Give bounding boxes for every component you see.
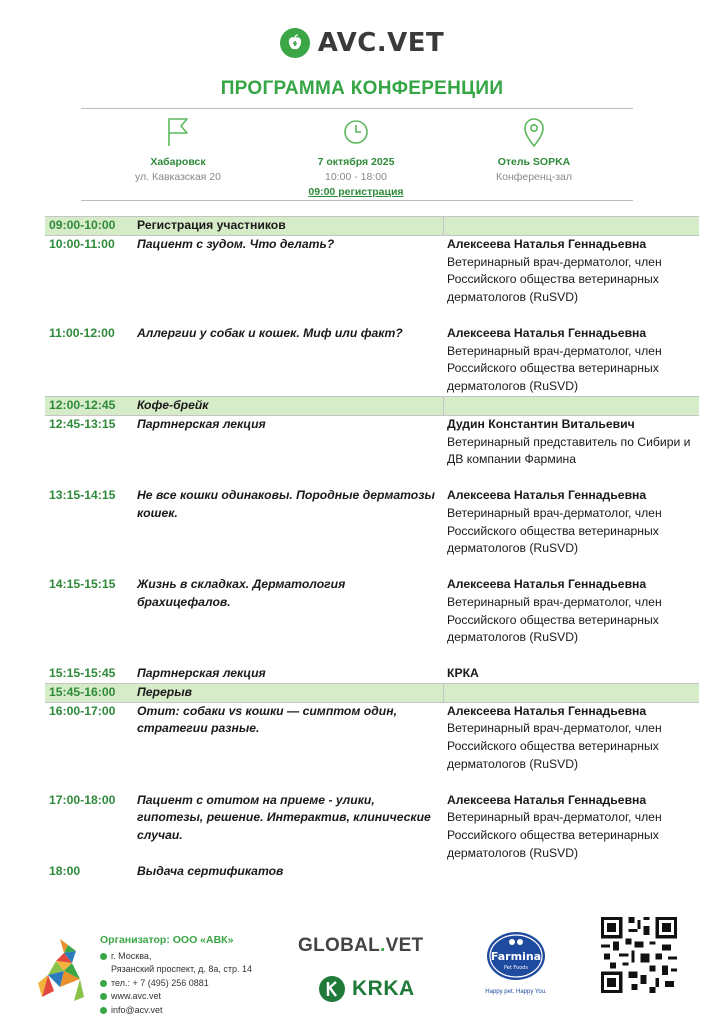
svg-text:Farmina: Farmina	[490, 950, 542, 963]
info-date: 7 октября 2025	[317, 156, 395, 168]
table-row	[45, 217, 699, 236]
svg-text:Pet Foods: Pet Foods	[503, 965, 529, 971]
divider-bottom	[81, 200, 633, 201]
speaker-role: Ветеринарный врач-дерматолог, член Российского общества ветеринарных дерматологов (RuSVD)	[447, 594, 662, 645]
flag-icon	[163, 116, 193, 148]
info-address: ул. Кавказская 20	[135, 171, 221, 183]
session-time: 13:15-14:15	[49, 487, 116, 502]
speaker-role: Ветеринарный врач-дерматолог, член Российского общества ветеринарных дерматологов (RuSVD)	[447, 505, 662, 556]
organizer-email[interactable]: info@acv.vet	[111, 1004, 163, 1015]
session-title: Партнерская лекция	[137, 665, 266, 680]
table-row	[45, 792, 699, 863]
session-time: 18:00	[49, 863, 81, 878]
session-time: 15:15-15:45	[49, 665, 116, 680]
speaker-name: Алексеева Наталья Геннадьевна	[447, 325, 647, 340]
info-hall: Конференц-зал	[495, 171, 572, 183]
organizer-phone[interactable]: тел.: + 7 (495) 256 0881	[111, 977, 209, 988]
krka-logo: KRKA	[318, 975, 415, 1003]
info-datetime	[266, 116, 446, 198]
speaker-name: Алексеева Наталья Геннадьевна	[447, 236, 647, 251]
table-row	[45, 702, 699, 774]
info-venue-name: Отель SOPKA	[497, 156, 571, 168]
table-row	[45, 487, 699, 558]
organizer-address: Рязанский проспект, д. 8а, стр. 14	[111, 964, 253, 974]
farmina-badge-icon	[485, 930, 547, 982]
session-title: Аллергии у собак и кошек. Миф или факт?	[137, 325, 403, 340]
session-title: Выдача сертификатов	[137, 863, 284, 878]
clock-icon	[341, 116, 371, 148]
organizer-title: Организатор: ООО «АВК»	[100, 934, 234, 946]
qr-code[interactable]	[601, 917, 677, 993]
speaker-role: Ветеринарный представитель по Сибири и ДВ компании Фармина	[447, 434, 691, 467]
session-title: Пациент с зудом. Что делать?	[137, 236, 335, 251]
location-icon	[100, 953, 107, 960]
location-pin-icon	[519, 116, 549, 148]
session-time: 15:45-16:00	[45, 683, 133, 702]
table-row	[45, 665, 699, 683]
apple-logo-icon	[280, 28, 310, 58]
session-title: Регистрация участников	[133, 217, 443, 236]
session-title: Партнерская лекция	[137, 416, 266, 431]
session-time: 17:00-18:00	[49, 792, 116, 807]
page-title: ПРОГРАММА КОНФЕРЕНЦИИ	[220, 78, 504, 99]
session-title: Жизнь в складках. Дерматология брахицефалов.	[137, 576, 346, 609]
speaker-name: Алексеева Наталья Геннадьевна	[447, 703, 647, 718]
info-location	[88, 116, 268, 183]
globe-icon	[100, 993, 107, 1000]
table-row	[45, 235, 699, 307]
table-row	[45, 576, 699, 647]
globalvet-logo: GLOBAL.VET	[298, 935, 424, 956]
speaker-name: Алексеева Наталья Геннадьевна	[447, 576, 647, 591]
farmina-logo	[482, 930, 550, 995]
info-venue	[444, 116, 624, 183]
speaker-role: Ветеринарный врач-дерматолог, член Российского общества ветеринарных дерматологов (RuSVD)	[447, 343, 662, 394]
organizer-site[interactable]: www.avc.vet	[111, 991, 162, 1001]
session-time: 09:00-10:00	[45, 217, 133, 236]
schedule-table	[45, 216, 699, 880]
speaker-name: Дудин Константин Витальевич	[447, 416, 635, 431]
session-title: Отит: собаки vs кошки — симптом один, стратегии разные.	[137, 703, 397, 736]
session-time: 10:00-11:00	[49, 236, 115, 251]
table-row	[45, 396, 699, 415]
info-registration-link[interactable]: 09:00 регистрация	[308, 186, 404, 198]
session-title: Перерыв	[133, 683, 443, 702]
session-time: 12:45-13:15	[49, 416, 116, 431]
session-title: Не все кошки одинаковы. Породные дерматозы кошек.	[137, 487, 435, 520]
speaker-name: Алексеева Наталья Геннадьевна	[447, 792, 647, 807]
dog-mascot-icon	[34, 935, 98, 1007]
table-row	[45, 325, 699, 397]
mail-icon	[100, 1007, 107, 1014]
divider-top	[81, 108, 633, 109]
table-row	[45, 863, 699, 881]
krka-mark-icon	[318, 975, 346, 1003]
session-time: 16:00-17:00	[49, 703, 116, 718]
table-row	[45, 415, 699, 469]
organizer-city: г. Москва,	[111, 950, 152, 961]
info-time: 10:00 - 18:00	[325, 171, 387, 183]
speaker-name: КРКА	[447, 665, 479, 680]
session-time: 14:15-15:15	[49, 576, 116, 591]
phone-icon	[100, 980, 107, 987]
speaker-role: Ветеринарный врач-дерматолог, член Российского общества ветеринарных дерматологов (RuSVD)	[447, 810, 662, 860]
session-time: 11:00-12:00	[49, 325, 115, 340]
organizer-block	[100, 934, 252, 1017]
session-title: Кофе-брейк	[133, 396, 443, 415]
brand-name: AVC.VET	[317, 28, 445, 58]
speaker-role: Ветеринарный врач-дерматолог, член Российского общества ветеринарных дерматологов (RuSVD)	[447, 721, 662, 771]
session-title: Пациент с отитом на приеме - улики, гипотезы, решение. Интерактив, клинические случаи.	[137, 792, 431, 843]
table-row	[45, 683, 699, 702]
speaker-role: Ветеринарный врач-дерматолог, член Российского общества ветеринарных дерматологов (RuSVD)	[447, 254, 662, 305]
speaker-name: Алексеева Наталья Геннадьевна	[447, 487, 647, 502]
session-time: 12:00-12:45	[45, 396, 133, 415]
farmina-tagline: Happy pet. Happy You.	[485, 989, 547, 995]
info-city: Хабаровск	[150, 156, 206, 168]
avc-vet-logo	[0, 28, 724, 58]
